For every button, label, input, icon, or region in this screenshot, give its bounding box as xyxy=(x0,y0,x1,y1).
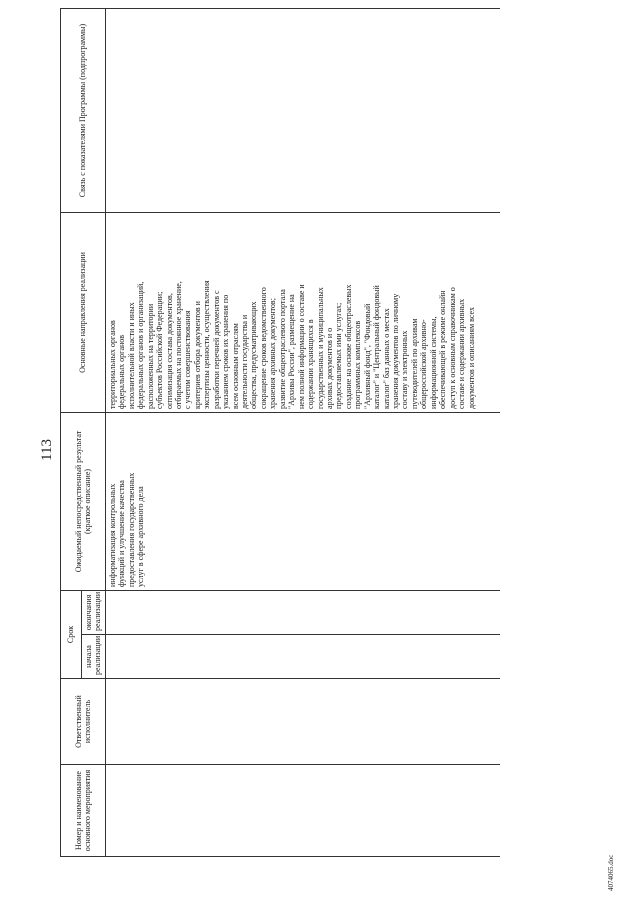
directions-line: разработки перечней документов с xyxy=(211,290,221,409)
directions-line: отбираемых на постоянное хранение, xyxy=(173,281,183,409)
directions-line: с учетом совершенствования xyxy=(183,310,193,409)
directions-line: нем полной информации о составе и xyxy=(296,284,306,409)
directions-line: расположенных на территории xyxy=(145,303,155,409)
directions-line: каталог" баз данных о местах xyxy=(381,308,391,409)
result-line: предоставления государственных xyxy=(126,472,136,587)
directions-line: развитие общеотраслевого портала xyxy=(277,289,287,409)
directions-line: исполнительной власти и иных xyxy=(126,302,136,409)
header-term-start: начала реализации xyxy=(82,635,106,679)
directions-line: архивах документов и о xyxy=(324,327,334,409)
result-line: функций и улучшение качества xyxy=(117,480,127,587)
result-line: информатизация контрольных xyxy=(107,483,117,587)
directions-line: деятельности государства и xyxy=(240,314,249,409)
directions-line: общероссийской архивно- xyxy=(419,319,429,409)
directions-line: оптимизация состава документов, xyxy=(164,293,174,409)
cell-directions xyxy=(105,212,500,412)
header-term: Срок xyxy=(61,590,82,678)
page-number: 113 xyxy=(39,439,55,461)
cell-program-link xyxy=(105,8,500,212)
directions-line: доступ к основным справочникам о xyxy=(447,287,457,409)
header-term-end: окончания реализации xyxy=(82,590,106,634)
file-reference: 4074065.doc xyxy=(607,854,615,891)
directions-line: создание на основе общеотраслевых xyxy=(343,284,353,409)
directions-line: "Архивы России", размещение на xyxy=(287,294,297,409)
directions-line: федеральных органов и организаций, xyxy=(136,281,146,409)
table-row xyxy=(105,8,500,856)
directions-line: информационной системы, xyxy=(428,316,438,409)
header-event: Номер и наименование основного мероприятия xyxy=(61,765,106,857)
cell-term-end xyxy=(105,590,500,634)
header-executor: Ответственный исполнитель xyxy=(61,679,106,765)
directions-line: "Архивный фонд", "Фондовый xyxy=(362,303,372,409)
directions-line: содержании хранящихся в xyxy=(306,319,316,409)
cell-executor xyxy=(105,679,500,765)
directions-line: территориальных органов xyxy=(107,320,117,409)
directions-line: хранения документов по личному xyxy=(391,293,400,409)
directions-line: экспертизы ценности, осуществления xyxy=(202,280,212,409)
directions-line: путеводителей по архивам xyxy=(409,318,419,409)
directions-line: федеральных органов xyxy=(117,334,127,409)
directions-line: сокращение сроков ведомственного xyxy=(258,287,268,409)
directions-line: предоставляемых ими услугах; xyxy=(334,302,344,409)
directions-line: государственных и муниципальных xyxy=(315,287,325,409)
directions-line: критериев отбора документов и xyxy=(192,301,202,409)
header-directions: Основные направления реализации xyxy=(61,212,106,412)
directions-line: программных комплексов xyxy=(353,320,363,409)
header-program-link: Связь с показателями Программы (подпрограммы) xyxy=(61,8,106,212)
cell-event xyxy=(105,765,500,857)
directions-line: составе и содержании архивных xyxy=(457,298,467,409)
directions-line: общества, предусматривающих xyxy=(249,301,259,409)
cell-term-start xyxy=(105,635,500,679)
directions-line: обеспечивающей в режиме онлайн xyxy=(438,290,448,409)
events-table xyxy=(60,8,500,857)
directions-line: документов и описаниям всех xyxy=(466,307,476,409)
directions-line: указанием сроков их хранения по xyxy=(221,294,231,409)
cell-result xyxy=(105,412,500,590)
result-line: услуг в сфере архивного дела xyxy=(136,486,146,587)
directions-line: составу и электронных xyxy=(400,330,410,409)
directions-line: хранения архивных документов; xyxy=(268,298,278,409)
header-result: Ожидаемый непосредственный результат (краткое описание) xyxy=(61,412,106,590)
directions-line: всем основным отраслям xyxy=(230,323,240,409)
directions-line: каталог" и "Центральный фондовый xyxy=(372,285,382,409)
directions-line: субъектов Российской Федерации; xyxy=(155,291,165,409)
